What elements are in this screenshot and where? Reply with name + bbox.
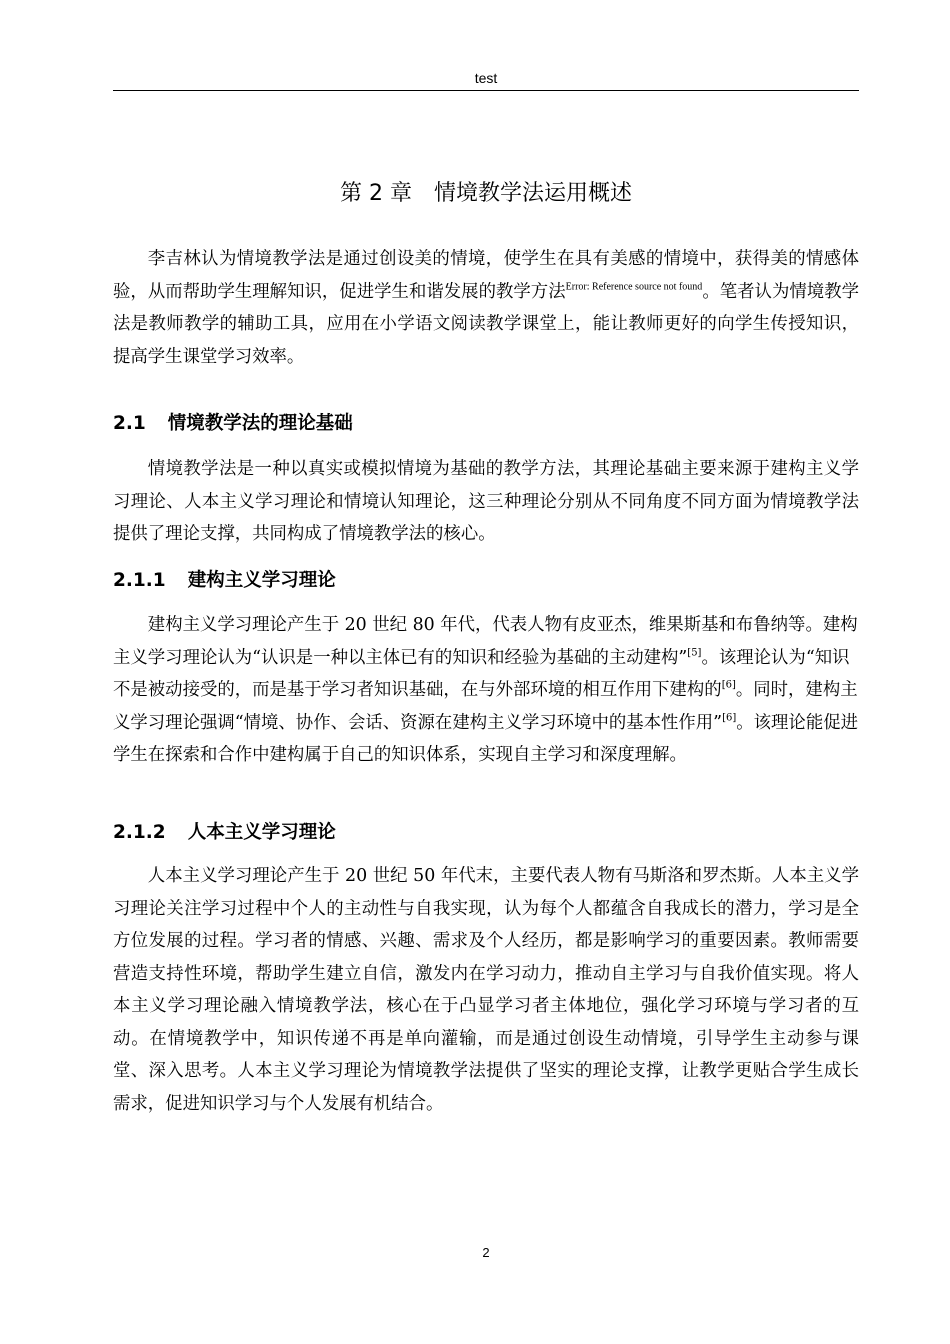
intro-text-1: 李吉林认为情境教学法是通过创设美的情境，使学生在具有美感的情境中，获得美的情感体验，从而帮助学生理解知识，促进学生和谐发展的教学方法 <box>113 249 859 302</box>
section-2-1-2-paragraph: 人本主义学习理论产生于 20 世纪 50 年代末，主要代表人物有马斯洛和罗杰斯。人本主义学习理论关注学习过程中个人的主动性与自我实现，认为每个人都蕴含自我成长的潜力，学习是全方位发展的过程。学习者的情感、兴趣、需求及个人经历，都是影响学习的重要因素。教师需要营造支持性环境，帮助学生建立自信，激发内在学习动力，推动自主学习与自我价值实现。将人本主义学习理论融入情境教学法，核心在于凸显学习者主体地位，强化学习环境与学习者的互动。在情境教学中，知识传递不再是单向灌输，而是通过创设生动情境，引导学生主动参与课堂、深入思考。人本主义学习理论为情境教学法提供了坚实的理论支撑，让教学更贴合学生成长需求，促进知识学习与个人发展有机结合。 <box>113 866 859 1114</box>
page-header <box>113 68 859 91</box>
citation: [6] <box>721 679 736 691</box>
section-number: 2.1.2 <box>113 822 166 843</box>
page-number: 2 <box>482 1245 490 1260</box>
paragraph-text: 。该理论认为“知识不是被动接受的，而是基于学习者知识基础，在与外部环境的相互作用下建构的 <box>113 647 850 700</box>
section-heading-2-1-1 <box>113 566 859 596</box>
section-heading-2-1-2 <box>113 818 859 848</box>
chapter-title-text: 情境教学法运用概述 <box>433 181 632 206</box>
section-number: 2.1.1 <box>113 570 166 591</box>
intro-text-2: 。笔者认为情境教学法是教师教学的辅助工具，应用在小学语文阅读教学课堂上，能让教师更好的向学生传授知识，提高学生课堂学习效率。 <box>113 281 859 367</box>
chapter-number: 第 2 章 <box>340 181 412 206</box>
chapter-title <box>113 178 859 210</box>
section-heading-2-1 <box>113 409 859 439</box>
reference-error: Error: Reference source not found <box>565 281 703 292</box>
intro-paragraph <box>113 243 859 373</box>
header-text: test <box>474 70 498 86</box>
section-number: 2.1 <box>113 413 146 434</box>
citation: [6] <box>722 712 737 723</box>
paragraph-text: 。该理论能促进学生在探索和合作中建构属于自己的知识体系，实现自主学习和深度理解。 <box>113 712 858 765</box>
citation: [5] <box>687 647 702 658</box>
section-title: 人本主义学习理论 <box>187 822 336 843</box>
section-title: 情境教学法的理论基础 <box>167 413 353 434</box>
section-2-1-1-paragraph <box>113 609 859 772</box>
section-title: 建构主义学习理论 <box>187 570 336 591</box>
section-2-1-paragraph: 情境教学法是一种以真实或模拟情境为基础的教学方法，其理论基础主要来源于建构主义学习理论、人本主义学习理论和情境认知理论，这三种理论分别从不同角度不同方面为情境教学法提供了理论支撑，共同构成了情境教学法的核心。 <box>113 459 859 544</box>
paragraph-text: 。同时，建构主义学习理论强调“情境、协作、会话、资源在建构主义学习环境中的基本性作用” <box>113 680 858 733</box>
paragraph-text: 建构主义学习理论产生于 20 世纪 80 年代，代表人物有皮亚杰，维果斯基和布鲁纳等。建构主义学习理论认为“认识是一种以主体已有的知识和经验为基础的主动建构” <box>113 615 858 668</box>
